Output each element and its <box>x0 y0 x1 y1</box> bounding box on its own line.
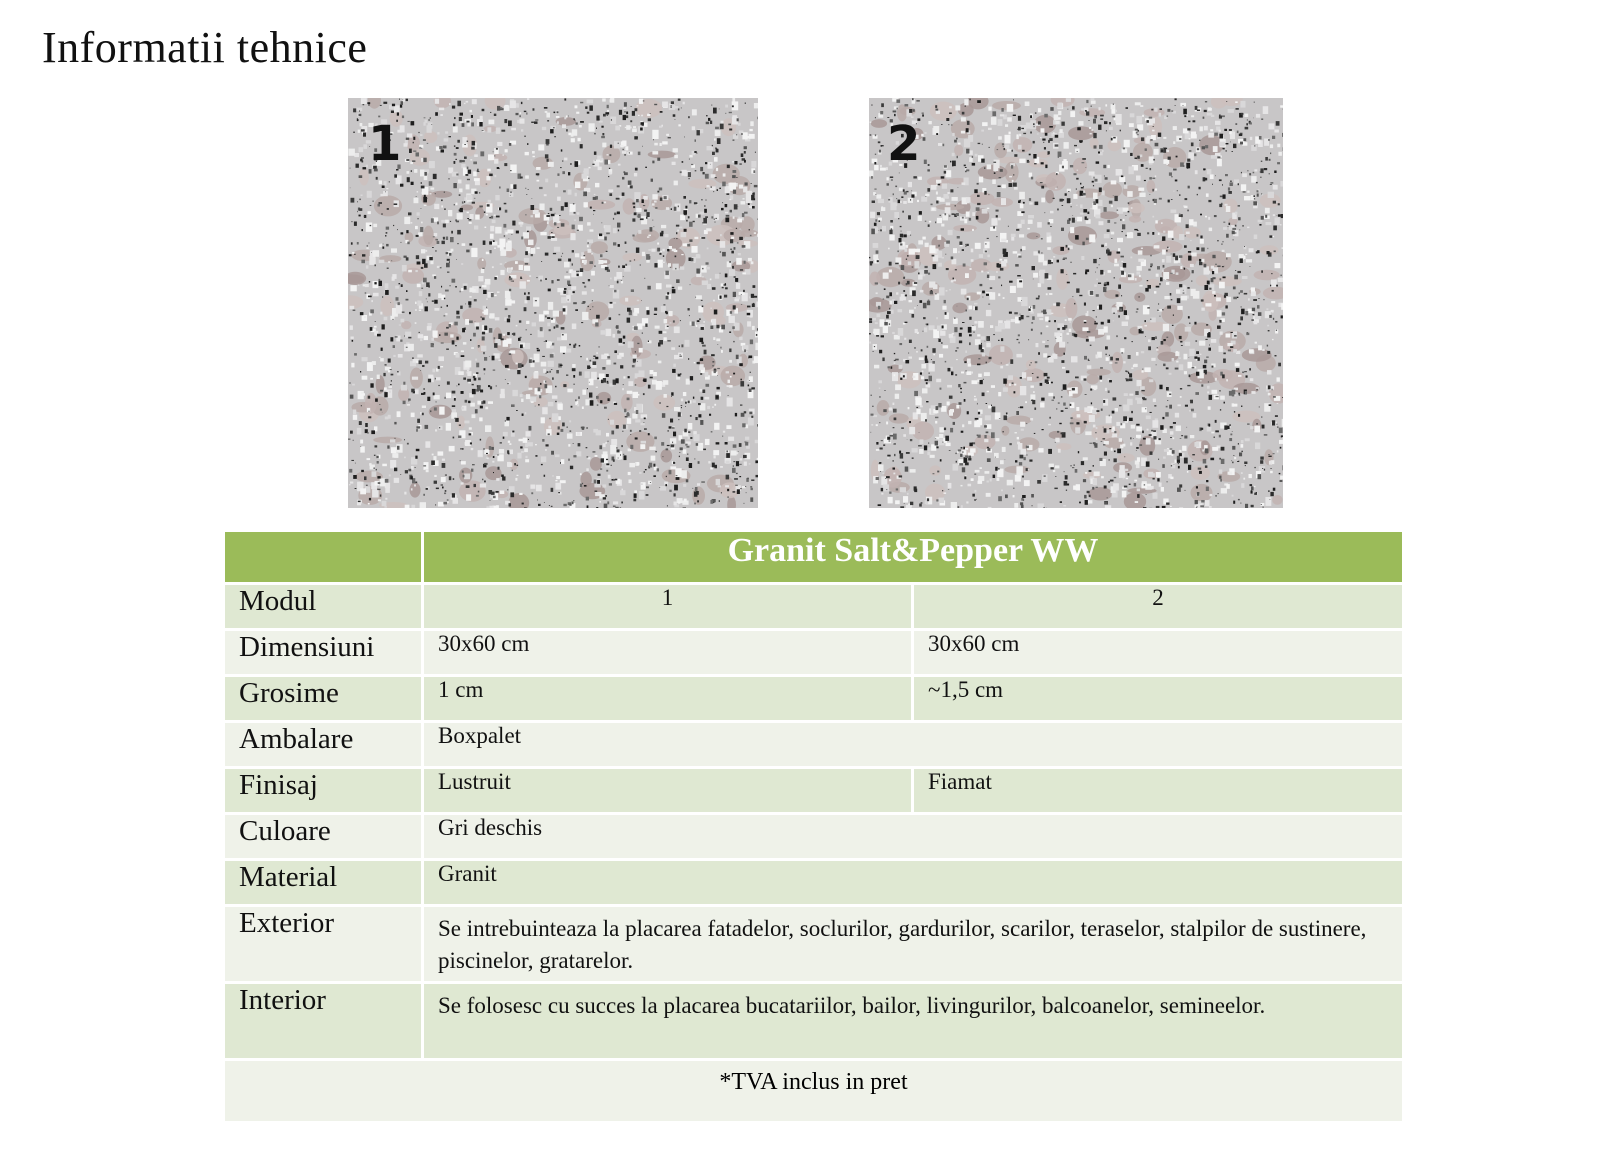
shared-value: Gri deschis <box>423 814 1404 860</box>
row-label: Exterior <box>224 906 423 983</box>
sample-number-2: 2 <box>887 116 921 172</box>
row-interior <box>224 983 1404 1060</box>
granite-texture-1 <box>348 98 758 508</box>
granite-texture-2 <box>869 98 1283 508</box>
module-1-value: 30x60 cm <box>423 630 913 676</box>
row-finisaj <box>224 768 1404 814</box>
vat-note: *TVA inclus in pret <box>224 1060 1404 1123</box>
row-label: Interior <box>224 983 423 1060</box>
row-ambalare <box>224 722 1404 768</box>
shared-value: Granit <box>423 860 1404 906</box>
row-label: Finisaj <box>224 768 423 814</box>
granite-sample-image-1 <box>348 98 758 508</box>
shared-value: Se intrebuinteaza la placarea fatadelor, soclurilor, gardurilor, scarilor, teraselor, stalpilor de sustinere, piscinelor, gratarelor. <box>423 906 1404 983</box>
row-label: Modul <box>224 584 423 630</box>
row-label: Ambalare <box>224 722 423 768</box>
row-label: Material <box>224 860 423 906</box>
header-empty-cell <box>224 531 423 584</box>
granite-sample-image-2 <box>869 98 1283 508</box>
row-label: Grosime <box>224 676 423 722</box>
row-label: Dimensiuni <box>224 630 423 676</box>
row-material <box>224 860 1404 906</box>
module-1-value: 1 <box>423 584 913 630</box>
row-label: Culoare <box>224 814 423 860</box>
product-name: Granit Salt&Pepper WW <box>423 531 1404 584</box>
module-2-value: 30x60 cm <box>913 630 1404 676</box>
row-modul <box>224 584 1404 630</box>
row-dimensiuni <box>224 630 1404 676</box>
specs-table <box>222 529 1405 1124</box>
module-2-value: 2 <box>913 584 1404 630</box>
sample-number-1: 1 <box>368 116 402 172</box>
row-culoare <box>224 814 1404 860</box>
module-1-value: Lustruit <box>423 768 913 814</box>
module-1-value: 1 cm <box>423 676 913 722</box>
module-2-value: Fiamat <box>913 768 1404 814</box>
row-footer <box>224 1060 1404 1123</box>
slide-title: Informatii tehnice <box>42 23 368 72</box>
shared-value: Boxpalet <box>423 722 1404 768</box>
module-2-value: ~1,5 cm <box>913 676 1404 722</box>
table-header-row <box>224 531 1404 584</box>
shared-value: Se folosesc cu succes la placarea bucatariilor, bailor, livingurilor, balcoanelor, semineelor. <box>423 983 1404 1060</box>
row-exterior <box>224 906 1404 983</box>
row-grosime <box>224 676 1404 722</box>
